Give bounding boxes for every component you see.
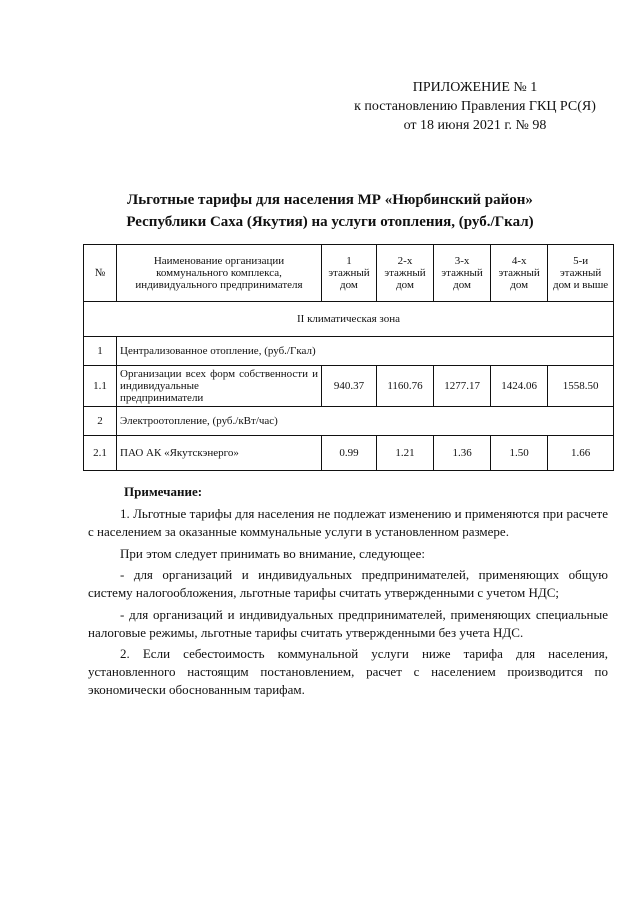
tariff-value: 1.21 [376,436,433,471]
appendix-date: от 18 июня 2021 г. № 98 [403,118,547,133]
climate-zone-row [84,302,614,337]
note-paragraph: При этом следует принимать во внимание, следующее: [120,545,425,561]
note-paragraph: 1. Льготные тарифы для населения не подлежат изменению и применяются при расчете с населением за оказанные коммунальные услуги в установленном размере. [88,506,608,539]
tariff-value: 1.36 [434,436,491,471]
tariff-value: 0.99 [322,436,377,471]
group-number: 1 [84,337,117,366]
tariff-value: 1.66 [548,436,614,471]
appendix-reference: к постановлению Правления ГКЦ РС(Я) [354,99,596,114]
tariff-value: 1277.17 [434,366,491,407]
group-number: 2 [84,407,117,436]
appendix-title: ПРИЛОЖЕНИЕ № 1 [412,80,538,95]
tariff-value: 1160.76 [376,366,433,407]
document-title-line1: Льготные тарифы для населения МР «Нюрбинский район» [127,192,533,208]
note-paragraph: 2. Если себестоимость коммунальной услуги ниже тарифа для населения, установленного настоящим постановлением, расчет с населением производится по экономически обоснованным тарифам. [88,646,608,697]
note-paragraph: - для организаций и индивидуальных предпринимателей, применяющих специальные налоговые режимы, льготные тарифы считать утвержденными без учета НДС. [88,606,608,640]
header-number: № [84,245,117,302]
organization-name-line1: Организации всех форм собственности и индивидуальные [120,368,318,392]
table-row [84,337,614,366]
group-title: Электроотопление, (руб./кВт/час) [117,407,614,436]
climate-zone-label: II климатическая зона [84,302,614,337]
note-paragraph: - для организаций и индивидуальных предпринимателей, применяющих общую систему налогообложения, льготные тарифы считать утвержденными с учетом НДС; [88,567,608,600]
table-row [84,366,614,407]
header-organization: Наименование организации коммунального комплекса, индивидуального предпринимателя [117,245,322,302]
tariff-table [83,244,614,471]
table-header-row [84,245,614,302]
table-row [84,407,614,436]
tariff-value: 940.37 [322,366,377,407]
header-1-floor: 1 этажный дом [322,245,377,302]
document-title-line2: Республики Саха (Якутия) на услуги отопления, (руб./Гкал) [126,214,534,230]
header-4-floor: 4-х этажный дом [491,245,548,302]
organization-name [117,366,322,407]
organization-name-line2: предприниматели [120,392,204,404]
notes-heading: Примечание: [124,484,203,499]
notes-section [88,483,608,703]
tariff-value: 1558.50 [548,366,614,407]
header-3-floor: 3-х этажный дом [434,245,491,302]
row-number: 1.1 [84,366,117,407]
tariff-value: 1.50 [491,436,548,471]
appendix-block [340,78,610,135]
table-row [84,436,614,471]
tariff-value: 1424.06 [491,366,548,407]
header-5-floor: 5-и этажный дом и выше [548,245,614,302]
group-title: Централизованное отопление, (руб./Гкал) [117,337,614,366]
organization-name: ПАО АК «Якутскэнерго» [117,436,322,471]
header-2-floor: 2-х этажный дом [376,245,433,302]
row-number: 2.1 [84,436,117,471]
document-title [70,189,590,233]
